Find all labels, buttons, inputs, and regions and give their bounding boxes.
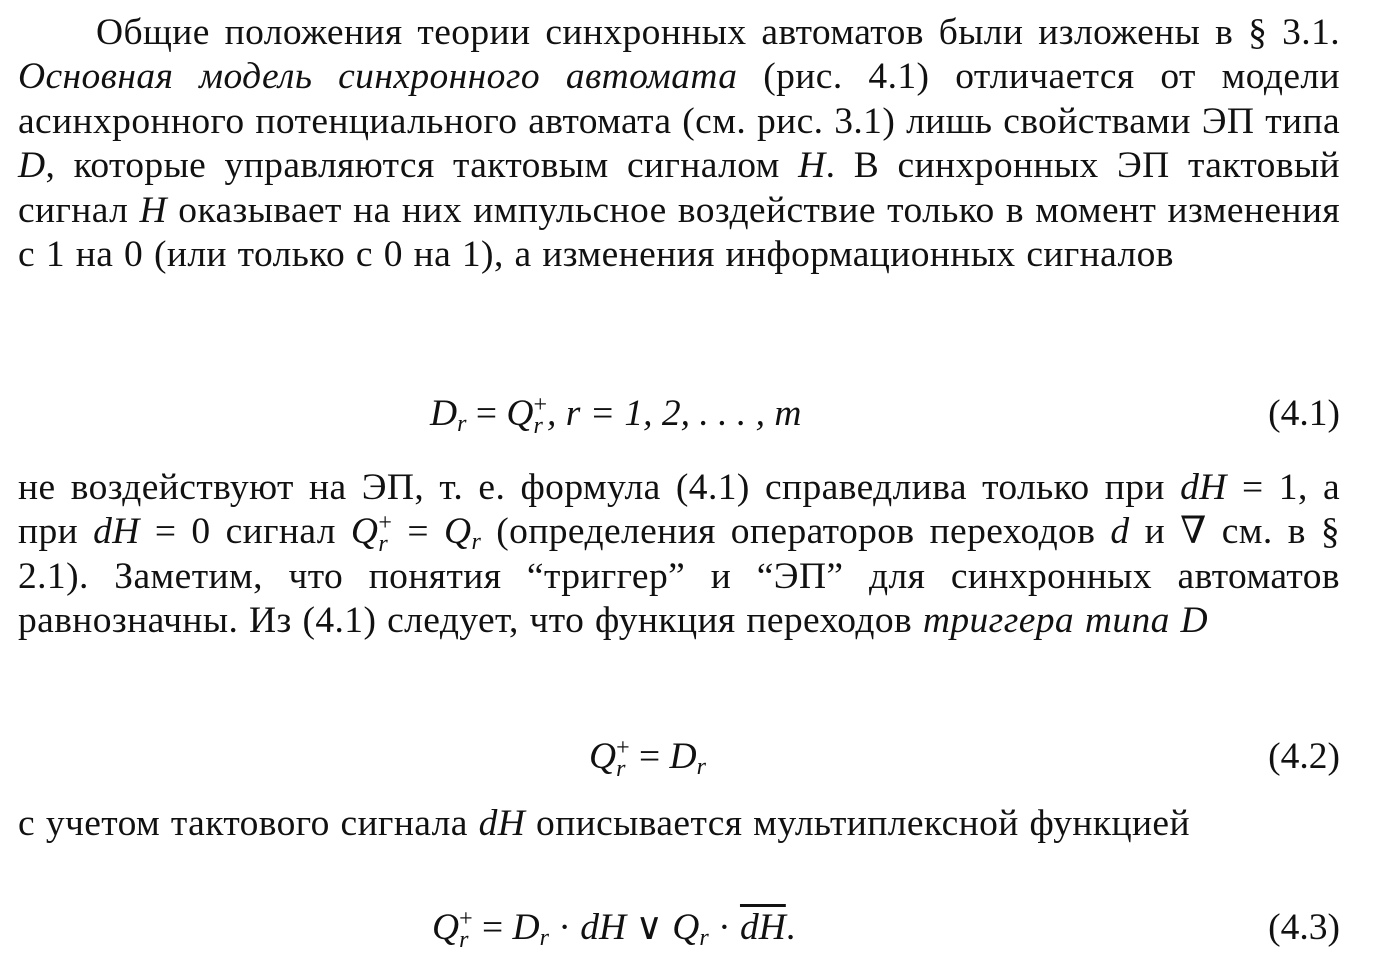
equation-number: (4.1) — [1268, 393, 1340, 434]
paragraph-2-text-e: и ∇ см. в § 2.1). Заметим, что понятия “триггер” и “ЭП” для синхронных автоматов равнозначны. Из (4.1) следует, что функция переходов — [18, 511, 1341, 642]
equation-number: (4.2) — [1268, 736, 1340, 777]
paragraph-3 — [18, 802, 1340, 846]
paragraph-2-text-a: не воздействуют на ЭП, т. е. формула (4.1) справедлива только при — [18, 467, 1165, 508]
var-h: H — [139, 189, 168, 231]
paragraph-2-italic-term: триггера типа D — [922, 600, 1209, 642]
paragraph-2-equals: = — [407, 511, 429, 553]
var-q-plus-r: Q + r — [350, 510, 393, 558]
var-d: D — [18, 145, 46, 187]
paragraph-1-text-a: Общие положения теории синхронных автоматов были изложены в § 3.1. — [96, 12, 1340, 53]
equation-4-2-expression: Q + r = $D_r$ — [589, 735, 706, 782]
paragraph-1-text-c: , которые управляются тактовым сигналом — [45, 145, 780, 187]
var-h: H — [798, 145, 826, 187]
paragraph-1-italic-term: Основная модель синхронного автомата — [18, 56, 738, 98]
overlined-dh: $\overline{dH}$ — [739, 907, 786, 948]
paragraph-1 — [18, 11, 1340, 277]
paragraph-1-text-b: (рис. 4.1) отличается от модели асинхронного потенциального автомата (см. рис. 3.1) лишь свойствами ЭП типа — [18, 56, 1340, 142]
var-q-r: $Q_r$ — [444, 511, 482, 556]
paragraph-2-text-d: (определения операторов переходов — [496, 511, 1096, 553]
paragraph-2-text-c: = 0 сигнал — [154, 511, 336, 553]
equation-4-1-expression: $D_r = Q$ + r , r = 1, 2, . . . , m — [430, 392, 802, 439]
var-dh: dH — [478, 803, 526, 844]
paragraph-2 — [18, 466, 1340, 644]
document-page — [18, 0, 1340, 974]
equation-4-3-expression: Q + r = $D_r$ · dH ∨ $Q_r \cdot \overline{dH}$. — [432, 906, 796, 953]
paragraph-2-text-b: = 1, а при — [18, 467, 1341, 553]
var-dh: dH — [93, 511, 140, 553]
var-d-operator: d — [1110, 511, 1130, 553]
var-dh: dH — [1180, 467, 1227, 508]
equation-number: (4.3) — [1268, 907, 1340, 948]
paragraph-3-text-b: описывается мультиплексной функцией — [536, 803, 1190, 844]
paragraph-1-text-e: оказывает на них импульсное воздействие только в момент изменения с 1 на 0 (или только с 0 на 1), а изменения информационных сигналов — [18, 189, 1340, 276]
paragraph-1-text-d: . В синхронных ЭП тактовый сигнал — [18, 145, 1341, 231]
paragraph-3-text-a: с учетом тактового сигнала — [18, 803, 468, 844]
